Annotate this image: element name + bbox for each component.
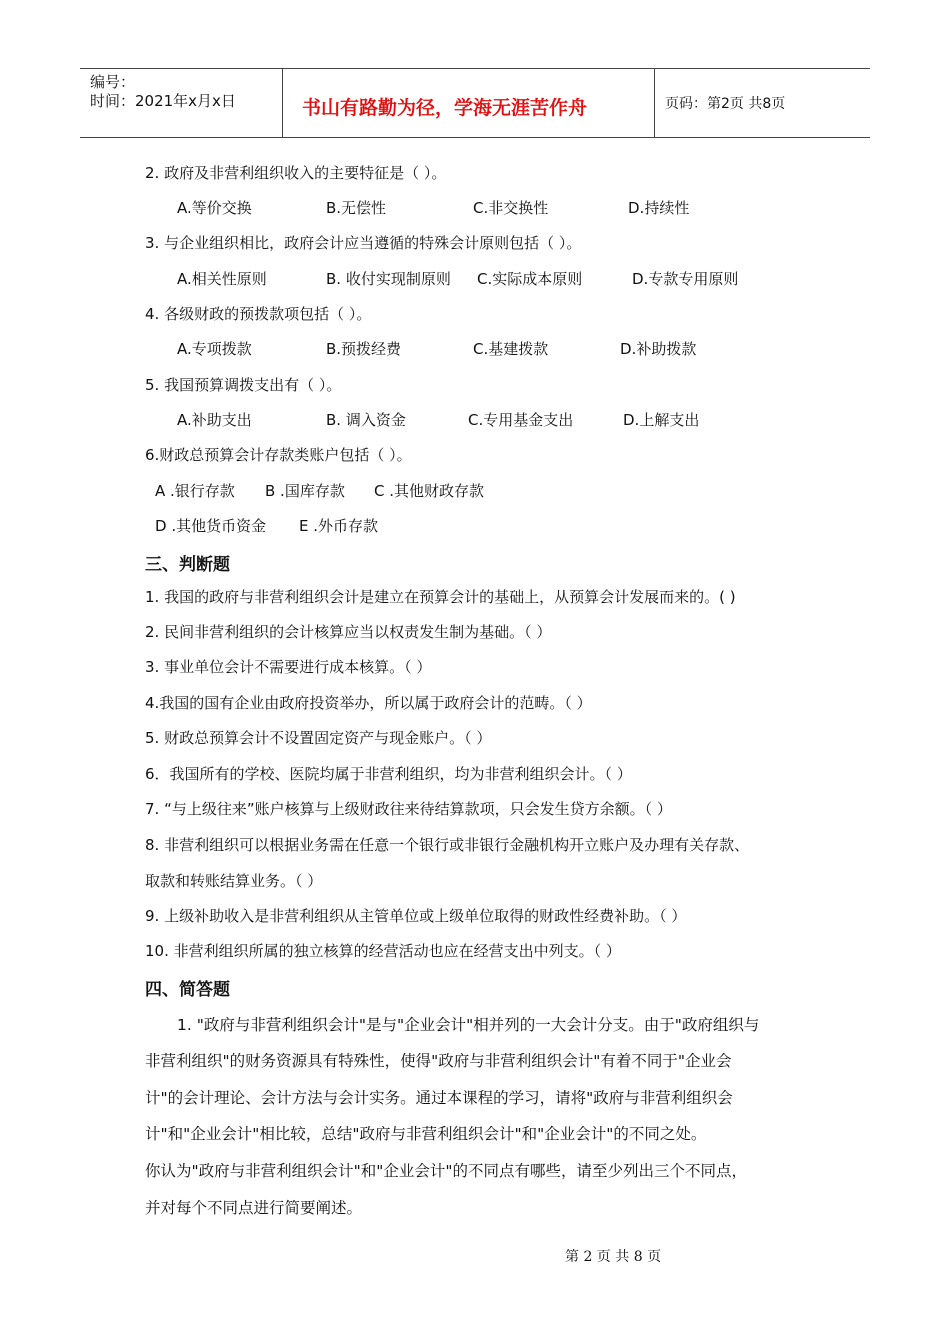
option: A.专项拨款	[177, 340, 252, 358]
question-stem: 2. 政府及非营利组织收入的主要特征是（ ）。	[145, 164, 447, 182]
judge-item: 6．我国所有的学校、医院均属于非营利组织，均为非营利组织会计。（ ）	[145, 765, 632, 783]
option: B. 调入资金	[326, 411, 406, 429]
header-page-info: 页码：第2页 共8页	[665, 96, 786, 112]
page-footer: 第 2 页 共 8 页	[565, 1249, 662, 1265]
option: A.补助支出	[177, 411, 252, 429]
essay-line: 并对每个不同点进行简要阐述。	[145, 1199, 363, 1217]
option: D.上解支出	[623, 411, 700, 429]
question-stem: 4. 各级财政的预拨款项包括（ ）。	[145, 305, 372, 323]
option: B.无偿性	[326, 199, 387, 217]
judge-item: 3. 事业单位会计不需要进行成本核算。（ ）	[145, 658, 432, 676]
judge-item: 8. 非营利组织可以根据业务需在任意一个银行或非银行金融机构开立账户及办理有关存款、	[145, 836, 750, 854]
header-divider	[654, 69, 655, 137]
option: D .其他货币资金	[155, 517, 267, 535]
doc-number-label: 编号：	[90, 73, 136, 91]
essay-line: 1. "政府与非营利组织会计"是与"企业会计"相并列的一大会计分支。由于"政府组织与	[177, 1016, 760, 1034]
judge-item: 2. 民间非营利组织的会计核算应当以权责发生制为基础。（ ）	[145, 623, 552, 641]
question-stem: 5. 我国预算调拨支出有（ ）。	[145, 376, 342, 394]
option: B. 收付实现制原则	[326, 270, 451, 288]
essay-line: 计"和"企业会计"相比较，总结"政府与非营利组织会计"和"企业会计"的不同之处。	[145, 1125, 707, 1143]
essay-line: 非营利组织"的财务资源具有特殊性，使得"政府与非营利组织会计"有着不同于"企业会	[145, 1052, 732, 1070]
judge-item: 4.我国的国有企业由政府投资举办，所以属于政府会计的范畴。（ ）	[145, 694, 592, 712]
essay-line: 计"的会计理论、会计方法与会计实务。通过本课程的学习，请将"政府与非营利组织会	[145, 1089, 733, 1107]
option: C .其他财政存款	[374, 482, 485, 500]
judge-item: 10. 非营利组织所属的独立核算的经营活动也应在经营支出中列支。（ ）	[145, 942, 621, 960]
page-header	[80, 68, 870, 138]
section-title: 三、判断题	[145, 555, 230, 575]
judge-item: 9. 上级补助收入是非营利组织从主管单位或上级单位取得的财政性经费补助。（ ）	[145, 907, 687, 925]
option: C.实际成本原则	[477, 270, 583, 288]
option: B.预拨经费	[326, 340, 402, 358]
header-divider	[282, 69, 283, 137]
option: C.基建拨款	[473, 340, 549, 358]
judge-item-continued: 取款和转账结算业务。（ ）	[145, 872, 323, 890]
judge-item: 7. “与上级往来”账户核算与上级财政往来待结算款项，只会发生贷方余额。（ ）	[145, 800, 672, 818]
header-motto: 书山有路勤为径，学海无涯苦作舟	[302, 97, 588, 119]
option: D.专款专用原则	[632, 270, 739, 288]
doc-time-label: 时间：2021年x月x日	[90, 92, 236, 110]
option: E .外币存款	[299, 517, 379, 535]
option: A.等价交换	[177, 199, 252, 217]
question-stem: 6.财政总预算会计存款类账户包括（ ）。	[145, 446, 412, 464]
option: A.相关性原则	[177, 270, 267, 288]
option: C.专用基金支出	[468, 411, 574, 429]
judge-item: 5. 财政总预算会计不设置固定资产与现金账户。（ ）	[145, 729, 492, 747]
option: D.持续性	[628, 199, 690, 217]
option: A .银行存款	[155, 482, 235, 500]
judge-item: 1. 我国的政府与非营利组织会计是建立在预算会计的基础上，从预算会计发展而来的。( )	[145, 588, 736, 606]
section-title: 四、简答题	[145, 980, 230, 1000]
essay-line: 你认为"政府与非营利组织会计"和"企业会计"的不同点有哪些，请至少列出三个不同点，	[145, 1162, 748, 1180]
option: D.补助拨款	[620, 340, 697, 358]
option: B .国库存款	[265, 482, 345, 500]
question-stem: 3. 与企业组织相比，政府会计应当遵循的特殊会计原则包括（ ）。	[145, 234, 582, 252]
option: C.非交换性	[473, 199, 549, 217]
